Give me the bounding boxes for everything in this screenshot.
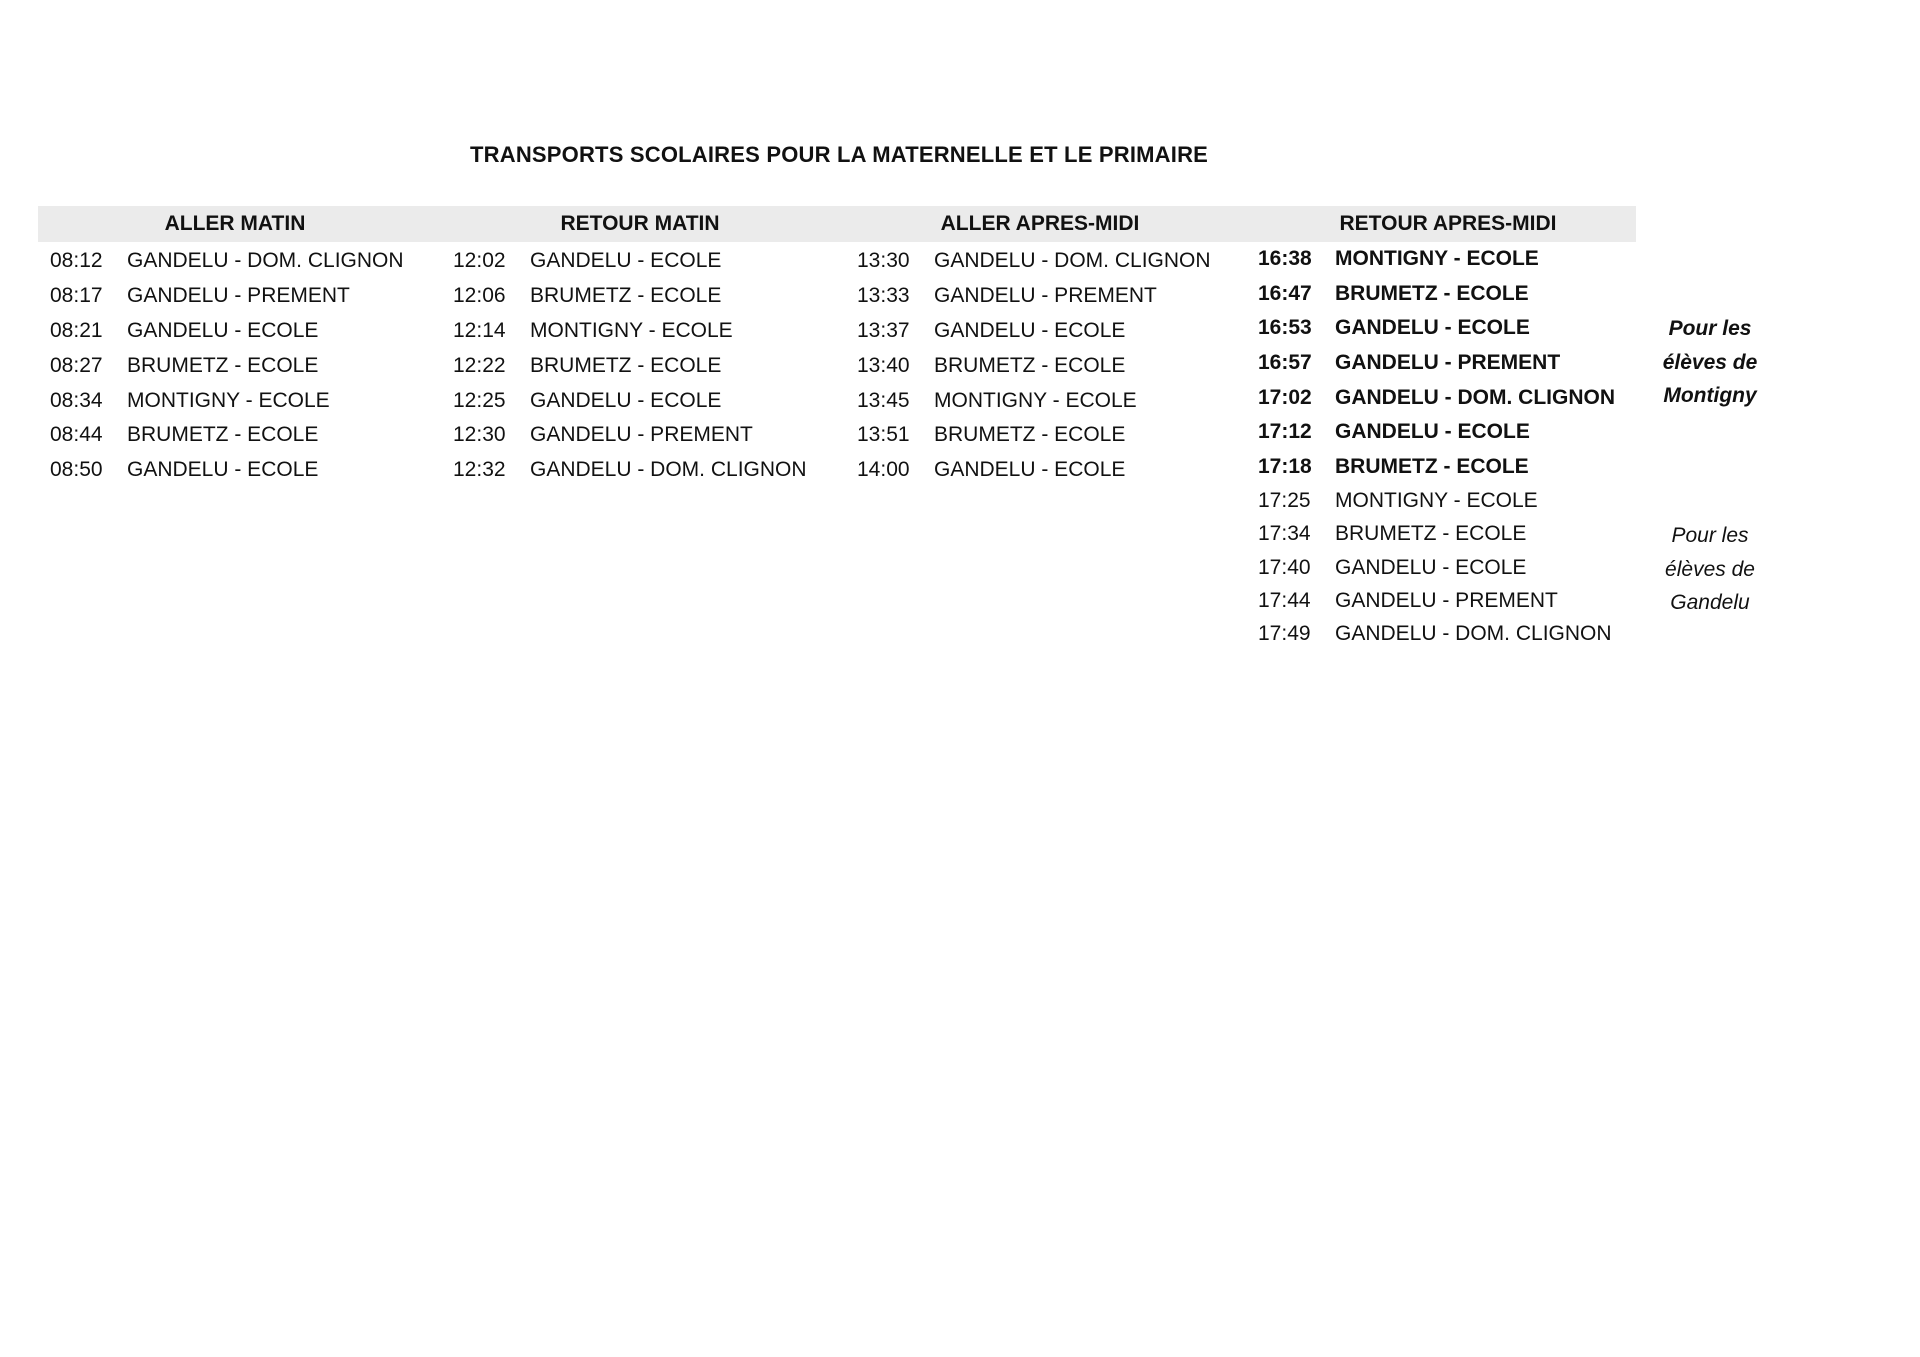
schedule-row: [857, 244, 1211, 279]
stop-name: GANDELU - ECOLE: [127, 318, 319, 342]
departure-time: 08:50: [50, 458, 103, 482]
schedule-row: [453, 383, 807, 418]
stop-name: GANDELU - ECOLE: [127, 458, 319, 482]
note-line: Montigny: [1663, 384, 1757, 407]
departure-time: 16:53: [1258, 316, 1312, 340]
departure-time: 17:49: [1258, 622, 1311, 646]
departure-time: 13:45: [857, 388, 910, 412]
schedule-row: [857, 279, 1211, 314]
stop-name: MONTIGNY - ECOLE: [1335, 488, 1538, 512]
departure-time: 17:40: [1258, 555, 1311, 579]
departure-time: 17:44: [1258, 589, 1311, 613]
stop-name: MONTIGNY - ECOLE: [127, 388, 330, 412]
departure-time: 08:12: [50, 249, 103, 273]
schedule-row: [453, 418, 807, 453]
column-retour-matin: [453, 244, 807, 488]
stop-name: GANDELU - PREMENT: [934, 284, 1157, 308]
stop-name: BRUMETZ - ECOLE: [530, 284, 722, 308]
schedule-row: [50, 279, 404, 314]
stop-name: BRUMETZ - ECOLE: [1335, 454, 1529, 478]
schedule-row: [1258, 277, 1615, 312]
schedule-row: [857, 348, 1211, 383]
note-line: élèves de: [1665, 557, 1755, 581]
note-montigny: [1640, 312, 1780, 413]
stop-name: BRUMETZ - ECOLE: [530, 353, 722, 377]
departure-time: 17:25: [1258, 488, 1311, 512]
schedule-row: [1258, 450, 1615, 485]
note-line: Gandelu: [1670, 591, 1750, 614]
header-retour-apres-midi: RETOUR APRES-MIDI: [1339, 212, 1557, 235]
stop-name: BRUMETZ - ECOLE: [1335, 522, 1527, 546]
schedule-row: [453, 348, 807, 383]
departure-time: 08:17: [50, 284, 103, 308]
schedule-row: [50, 418, 404, 453]
schedule-row: [453, 244, 807, 279]
schedule-row: [50, 348, 404, 383]
departure-time: 17:12: [1258, 420, 1312, 444]
schedule-row: [50, 453, 404, 488]
schedule-row: [50, 244, 404, 279]
departure-time: 12:14: [453, 318, 506, 342]
departure-time: 12:30: [453, 423, 506, 447]
stop-name: GANDELU - ECOLE: [530, 388, 722, 412]
page-title: TRANSPORTS SCOLAIRES POUR LA MATERNELLE ET LE PRIMAIRE: [470, 142, 1209, 167]
stop-name: GANDELU - ECOLE: [1335, 555, 1527, 579]
stop-name: BRUMETZ - ECOLE: [934, 423, 1126, 447]
schedule-row: [857, 383, 1211, 418]
note-line: Pour les: [1668, 317, 1752, 340]
departure-time: 08:44: [50, 423, 103, 447]
stop-name: GANDELU - ECOLE: [1335, 420, 1530, 444]
departure-time: 13:37: [857, 318, 910, 342]
header-retour-matin: RETOUR MATIN: [560, 212, 720, 235]
schedule-row: [1258, 584, 1615, 617]
departure-time: 14:00: [857, 458, 910, 482]
schedule-row: [1258, 484, 1615, 517]
note-gandelu: [1640, 519, 1780, 620]
stop-name: GANDELU - ECOLE: [934, 318, 1126, 342]
schedule-row: [453, 314, 807, 349]
departure-time: 13:33: [857, 284, 910, 308]
stop-name: MONTIGNY - ECOLE: [934, 388, 1137, 412]
stop-name: GANDELU - PREMENT: [1335, 589, 1558, 613]
schedule-row: [50, 383, 404, 418]
departure-time: 16:47: [1258, 281, 1312, 305]
stop-name: GANDELU - DOM. CLIGNON: [1335, 385, 1615, 409]
schedule-row: [50, 314, 404, 349]
stop-name: MONTIGNY - ECOLE: [1335, 247, 1539, 271]
stop-name: BRUMETZ - ECOLE: [1335, 281, 1529, 305]
header-aller-matin: ALLER MATIN: [164, 212, 306, 235]
column-aller-apres-midi: [857, 244, 1211, 488]
schedule-row: [1258, 242, 1615, 277]
schedule-row: [1258, 415, 1615, 450]
departure-time: 12:22: [453, 353, 506, 377]
stop-name: GANDELU - PREMENT: [530, 423, 753, 447]
departure-time: 17:02: [1258, 385, 1312, 409]
stop-name: GANDELU - PREMENT: [127, 284, 350, 308]
schedule-row: [1258, 518, 1615, 551]
departure-time: 17:34: [1258, 522, 1311, 546]
schedule-row: [453, 279, 807, 314]
stop-name: BRUMETZ - ECOLE: [127, 423, 319, 447]
departure-time: 12:06: [453, 284, 506, 308]
stop-name: GANDELU - DOM. CLIGNON: [1335, 622, 1612, 646]
departure-time: 08:34: [50, 388, 103, 412]
departure-time: 16:38: [1258, 247, 1312, 271]
departure-time: 12:32: [453, 458, 506, 482]
schedule-row: [1258, 551, 1615, 584]
schedule-row: [857, 418, 1211, 453]
schedule-row: [857, 314, 1211, 349]
stop-name: GANDELU - ECOLE: [530, 249, 722, 273]
stop-name: GANDELU - DOM. CLIGNON: [127, 249, 404, 273]
schedule-row: [1258, 380, 1615, 415]
departure-time: 08:21: [50, 318, 103, 342]
schedule-row: [453, 453, 807, 488]
schedule-row: [1258, 311, 1615, 346]
departure-time: 16:57: [1258, 351, 1312, 375]
departure-time: 13:51: [857, 423, 910, 447]
schedule-row: [857, 453, 1211, 488]
stop-name: GANDELU - ECOLE: [1335, 316, 1530, 340]
departure-time: 12:02: [453, 249, 506, 273]
stop-name: GANDELU - PREMENT: [1335, 351, 1561, 375]
schedule-row: [1258, 346, 1615, 381]
column-aller-matin: [50, 244, 404, 488]
note-line: Pour les: [1671, 524, 1749, 547]
stop-name: GANDELU - ECOLE: [934, 458, 1126, 482]
column-retour-apres-midi: [1258, 242, 1615, 651]
schedule-row: [1258, 618, 1615, 651]
header-aller-apres-midi: ALLER APRES-MIDI: [940, 212, 1140, 235]
stop-name: MONTIGNY - ECOLE: [530, 318, 733, 342]
note-line: élèves de: [1662, 350, 1758, 374]
departure-time: 08:27: [50, 353, 103, 377]
stop-name: BRUMETZ - ECOLE: [127, 353, 319, 377]
departure-time: 12:25: [453, 388, 506, 412]
stop-name: BRUMETZ - ECOLE: [934, 353, 1126, 377]
departure-time: 13:40: [857, 353, 910, 377]
stop-name: GANDELU - DOM. CLIGNON: [934, 249, 1211, 273]
departure-time: 17:18: [1258, 454, 1312, 478]
stop-name: GANDELU - DOM. CLIGNON: [530, 458, 807, 482]
departure-time: 13:30: [857, 249, 910, 273]
